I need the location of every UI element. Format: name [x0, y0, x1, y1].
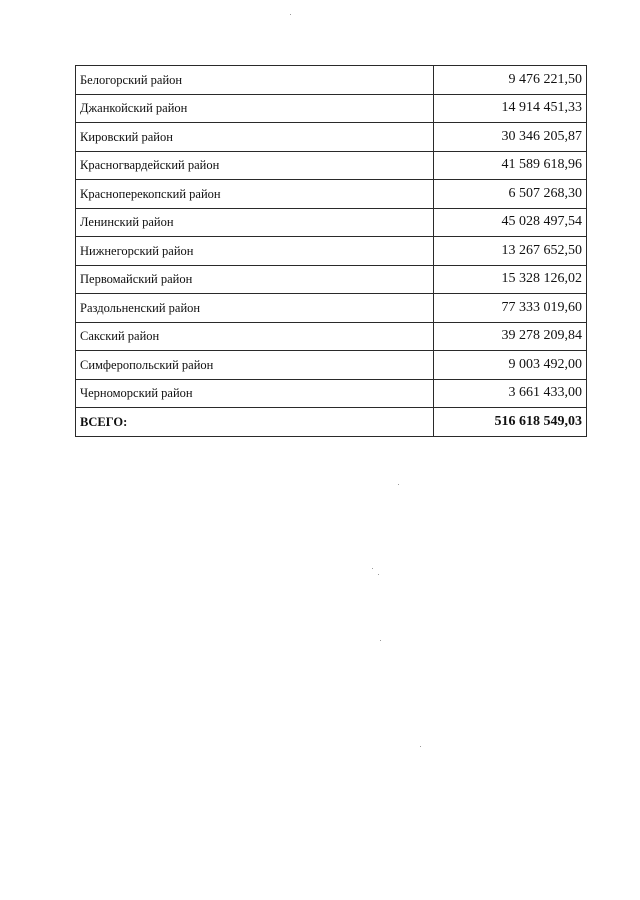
- total-row: [76, 408, 587, 437]
- table-row: [76, 180, 587, 209]
- district-name: Красноперекопский район: [76, 180, 434, 209]
- table-row: [76, 294, 587, 323]
- district-amount: 30 346 205,87: [434, 123, 587, 152]
- scan-speck: [398, 484, 399, 485]
- district-name: Ленинский район: [76, 208, 434, 237]
- district-name: Джанкойский район: [76, 94, 434, 123]
- district-amount: 15 328 126,02: [434, 265, 587, 294]
- district-amount: 3 661 433,00: [434, 379, 587, 408]
- district-name: Нижнегорский район: [76, 237, 434, 266]
- table-row: [76, 94, 587, 123]
- district-amount: 9 476 221,50: [434, 66, 587, 95]
- district-name: Черноморский район: [76, 379, 434, 408]
- district-amount: 77 333 019,60: [434, 294, 587, 323]
- district-amount: 39 278 209,84: [434, 322, 587, 351]
- table-row: [76, 208, 587, 237]
- district-amount: 14 914 451,33: [434, 94, 587, 123]
- scan-speck: [378, 574, 379, 575]
- district-name: Кировский район: [76, 123, 434, 152]
- table-row: [76, 379, 587, 408]
- scan-speck: [290, 14, 291, 15]
- district-amounts-table: [75, 65, 587, 437]
- table-row: [76, 151, 587, 180]
- table-row: [76, 322, 587, 351]
- table-row: [76, 237, 587, 266]
- total-label: ВСЕГО:: [76, 408, 434, 437]
- district-amount: 6 507 268,30: [434, 180, 587, 209]
- district-name: Симферопольский район: [76, 351, 434, 380]
- scan-speck: [380, 640, 381, 641]
- scan-speck: [420, 746, 421, 747]
- district-name: Сакский район: [76, 322, 434, 351]
- district-name: Красногвардейский район: [76, 151, 434, 180]
- district-amount: 41 589 618,96: [434, 151, 587, 180]
- scan-speck: [372, 568, 373, 569]
- district-name: Первомайский район: [76, 265, 434, 294]
- total-amount: 516 618 549,03: [434, 408, 587, 437]
- district-name: Раздольненский район: [76, 294, 434, 323]
- table-row: [76, 351, 587, 380]
- district-amount: 9 003 492,00: [434, 351, 587, 380]
- table-row: [76, 66, 587, 95]
- district-amount: 45 028 497,54: [434, 208, 587, 237]
- district-name: Белогорский район: [76, 66, 434, 95]
- district-amount: 13 267 652,50: [434, 237, 587, 266]
- table-row: [76, 265, 587, 294]
- table-row: [76, 123, 587, 152]
